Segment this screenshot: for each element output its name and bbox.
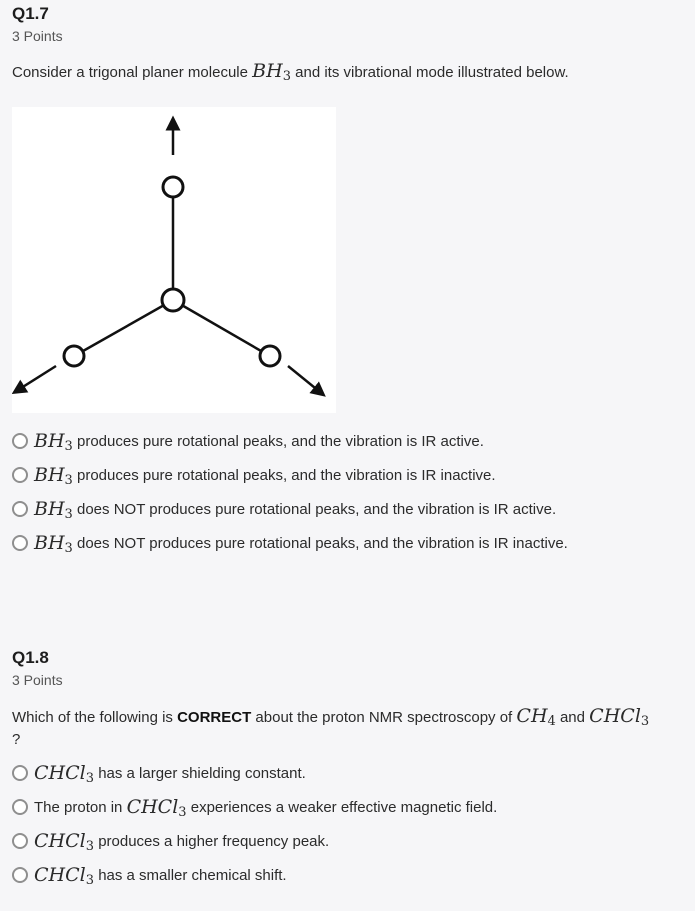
question-points: 3 Points — [12, 672, 63, 688]
prompt-text: Consider a trigonal planer molecule — [12, 64, 248, 81]
option-label: does NOT produces pure rotational peaks, and the vibration is IR inactive. — [77, 534, 568, 552]
atom-circle — [162, 289, 184, 311]
prompt-text: about the proton NMR spectroscopy of — [255, 709, 513, 726]
math-formula: CHCl$_3$ — [34, 830, 95, 854]
prompt-text: Which of the following is — [12, 709, 173, 726]
prompt-text: ? — [12, 731, 21, 748]
option-label: has a smaller chemical shift. — [98, 866, 287, 884]
answer-option[interactable] — [12, 756, 683, 790]
radio-button[interactable] — [12, 467, 28, 483]
prompt-text: and — [559, 709, 585, 726]
atom-circle — [260, 346, 280, 366]
vibrational-mode-figure — [12, 107, 336, 413]
displacement-arrow — [288, 366, 320, 392]
answer-option[interactable] — [12, 824, 683, 858]
math-formula: $BH_3$ — [34, 498, 73, 522]
option-label: produces pure rotational peaks, and the vibration is IR active. — [77, 432, 484, 450]
option-label: experiences a weaker effective magnetic field. — [190, 798, 498, 816]
radio-button[interactable] — [12, 765, 28, 781]
atom-circle — [64, 346, 84, 366]
displacement-arrow — [18, 366, 56, 390]
option-label: produces pure rotational peaks, and the vibration is IR inactive. — [77, 466, 496, 484]
option-label: The proton in — [34, 798, 123, 816]
question-q1-8 — [12, 648, 683, 688]
question-prompt — [12, 60, 683, 84]
question-title: Q1.7 — [12, 4, 49, 23]
prompt-text: and its vibrational mode illustrated below. — [295, 64, 569, 81]
radio-button[interactable] — [12, 867, 28, 883]
answer-option[interactable] — [12, 458, 683, 492]
math-formula: CHCl$_3$ — [589, 705, 650, 729]
question-points: 3 Points — [12, 28, 63, 44]
radio-button[interactable] — [12, 833, 28, 849]
answer-option[interactable] — [12, 492, 683, 526]
prompt-emphasis: CORRECT — [177, 709, 252, 726]
bond-line — [76, 300, 173, 355]
radio-button[interactable] — [12, 535, 28, 551]
question-q1-7 — [12, 4, 683, 44]
answer-option[interactable] — [12, 424, 683, 458]
option-label: does NOT produces pure rotational peaks, and the vibration is IR active. — [77, 500, 557, 518]
radio-button[interactable] — [12, 501, 28, 517]
math-formula: CHCl$_3$ — [34, 864, 95, 888]
math-formula: $BH_3$ — [34, 464, 73, 488]
question-title: Q1.8 — [12, 648, 49, 667]
radio-button[interactable] — [12, 799, 28, 815]
option-label: has a larger shielding constant. — [98, 764, 306, 782]
answer-option[interactable] — [12, 526, 683, 560]
math-formula: $BH_3$ — [34, 532, 73, 556]
math-formula: $BH_3$ — [34, 430, 73, 454]
answer-option[interactable] — [12, 858, 683, 892]
answer-option[interactable] — [12, 790, 683, 824]
bond-line — [173, 300, 268, 355]
radio-button[interactable] — [12, 433, 28, 449]
math-formula: CHCl$_3$ — [34, 762, 95, 786]
question-prompt — [12, 705, 683, 751]
options-q1-8 — [12, 756, 683, 892]
math-formula: $BH_3$ — [252, 60, 291, 84]
options-q1-7 — [12, 424, 683, 560]
option-label: produces a higher frequency peak. — [98, 832, 330, 850]
math-formula: CHCl$_3$ — [126, 796, 187, 820]
bh3-vibration-diagram — [12, 107, 336, 413]
atom-circle — [163, 177, 183, 197]
math-formula: $CH_4$ — [516, 705, 556, 729]
